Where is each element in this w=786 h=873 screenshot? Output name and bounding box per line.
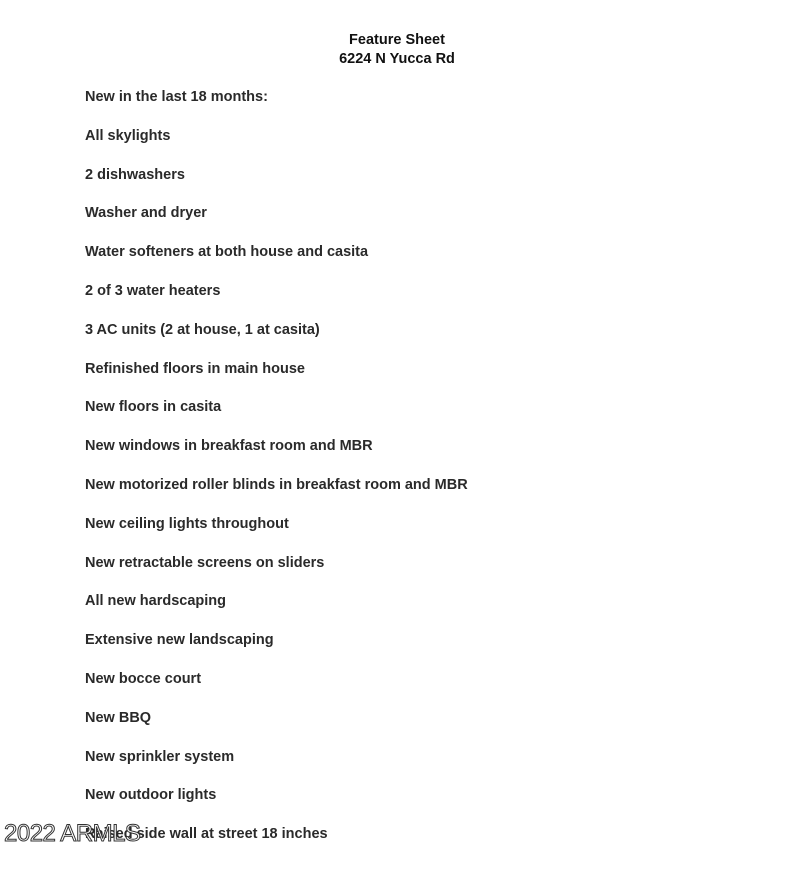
- feature-item: 2 dishwashers: [85, 166, 185, 183]
- document-header: [0, 31, 786, 69]
- feature-item: New bocce court: [85, 670, 202, 687]
- feature-item: Water softeners at both house and casita: [85, 244, 369, 261]
- copyright-watermark: 2022 ARMLS: [4, 820, 141, 847]
- feature-item: New floors in casita: [85, 399, 222, 416]
- property-address: 6224 N Yucca Rd: [339, 51, 455, 67]
- feature-item: New sprinkler system: [85, 748, 235, 765]
- feature-item: Extensive new landscaping: [85, 632, 274, 649]
- feature-item: All skylights: [85, 127, 171, 144]
- feature-item: New retractable screens on sliders: [85, 554, 325, 571]
- section-heading: New in the last 18 months:: [85, 89, 268, 105]
- feature-item: New BBQ: [85, 709, 152, 726]
- feature-item: 2 of 3 water heaters: [85, 282, 221, 299]
- feature-item: Washer and dryer: [85, 205, 207, 222]
- feature-item: New motorized roller blinds in breakfast room and MBR: [85, 476, 468, 493]
- feature-item: New ceiling lights throughout: [85, 515, 289, 532]
- feature-item: 3 AC units (2 at house, 1 at casita): [85, 321, 320, 338]
- feature-item: New windows in breakfast room and MBR: [85, 438, 373, 455]
- feature-list: [85, 88, 468, 864]
- feature-item: All new hardscaping: [85, 593, 226, 610]
- document-title: Feature Sheet: [349, 32, 445, 48]
- feature-item: New outdoor lights: [85, 787, 217, 804]
- feature-item: Refinished floors in main house: [85, 360, 305, 377]
- feature-item: Raised side wall at street 18 inches: [85, 826, 328, 843]
